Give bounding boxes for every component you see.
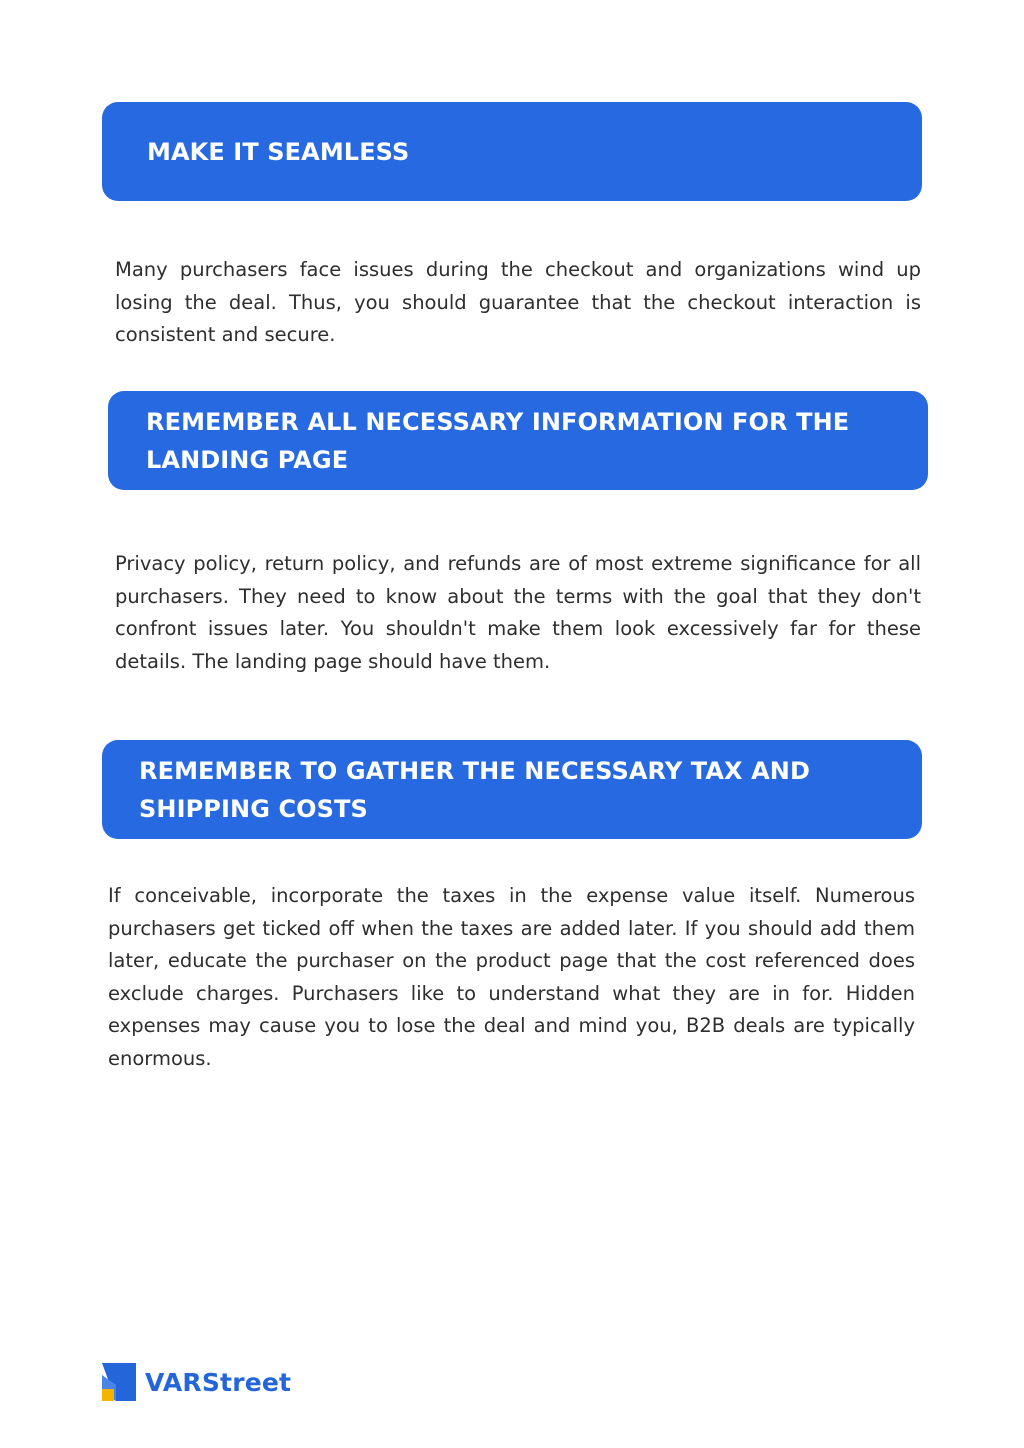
- section-body: Many purchasers face issues during the checkout and organizations wind up losing the deal. Thus, you should guarantee that the checkout interaction is consistent and secure.: [115, 258, 921, 346]
- section-heading-banner: [102, 740, 922, 839]
- section-heading-banner: [108, 391, 928, 490]
- section-heading: REMEMBER ALL NECESSARY INFORMATION FOR THE LANDING PAGE: [146, 407, 850, 474]
- section-body: Privacy policy, return policy, and refunds are of most extreme significance for all purchasers. They need to know about the terms with the goal that they don't confront issues later. You shouldn't make them look excessively far for these details. The landing page should have them.: [115, 552, 921, 673]
- section-body: If conceivable, incorporate the taxes in the expense value itself. Numerous purchasers get ticked off when the taxes are added later. If you should add them later, educate the purchaser on the product page that the cost referenced does exclude charges. Purchasers like to understand what they are in for. Hidden expenses may cause you to lose the deal and mind you, B2B deals are typically enormous.: [108, 884, 915, 1070]
- varstreet-logo-icon: [102, 1363, 136, 1401]
- section-heading: MAKE IT SEAMLESS: [147, 137, 410, 166]
- brand-name: VARStreet: [145, 1367, 292, 1397]
- footer-logo: [102, 1363, 291, 1401]
- section-heading: REMEMBER TO GATHER THE NECESSARY TAX AND SHIPPING COSTS: [139, 756, 810, 823]
- section-heading-banner: [102, 102, 922, 201]
